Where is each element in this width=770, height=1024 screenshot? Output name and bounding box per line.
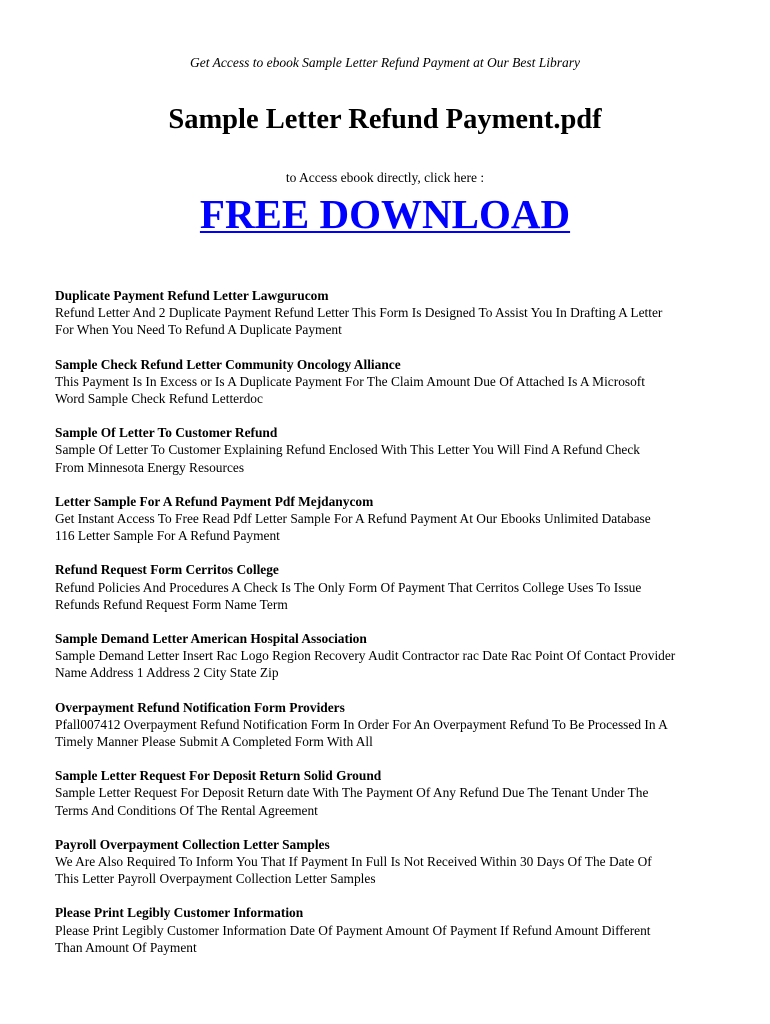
list-item — [55, 699, 735, 768]
list-item — [55, 356, 735, 425]
entry-description-line: This Payment Is In Excess or Is A Duplicate Payment For The Claim Amount Due Of Attached Is A Microsoft — [55, 373, 645, 389]
access-text: to Access ebook directly, click here : — [285, 170, 485, 185]
tagline: Get Access to ebook Sample Letter Refund Payment at Our Best Library — [189, 55, 581, 70]
list-item — [55, 561, 735, 630]
entry-description-line: We Are Also Required To Inform You That If Payment In Full Is Not Received Within 30 Days Of The Date Of — [55, 853, 652, 869]
entry-title: Please Print Legibly Customer Information — [55, 905, 304, 921]
list-item — [55, 287, 735, 356]
entry-title: Payroll Overpayment Collection Letter Samples — [55, 836, 330, 852]
list-item — [55, 904, 735, 973]
entry-description-line: Refunds Refund Request Form Name Term — [55, 596, 288, 612]
entry-title: Letter Sample For A Refund Payment Pdf Mejdanycom — [55, 493, 374, 509]
entry-title: Sample Demand Letter American Hospital Association — [55, 630, 367, 646]
list-item — [55, 836, 735, 905]
entry-description-line: For When You Need To Refund A Duplicate Payment — [55, 322, 342, 338]
entry-title: Sample Of Letter To Customer Refund — [55, 425, 278, 441]
entry-description-line: Please Print Legibly Customer Information Date Of Payment Amount Of Payment If Refund Amount Different — [55, 922, 651, 938]
entry-description-line: Timely Manner Please Submit A Completed Form With All — [55, 733, 373, 749]
entry-description-line: Pfall007412 Overpayment Refund Notification Form In Order For An Overpayment Refund To Be Processed In A — [55, 716, 668, 732]
page-title: Sample Letter Refund Payment.pdf — [168, 104, 602, 135]
entry-list — [55, 287, 735, 973]
entry-description-line: Sample Letter Request For Deposit Return date With The Payment Of Any Refund Due The Tenant Under The — [55, 785, 649, 801]
entry-description-line: 116 Letter Sample For A Refund Payment — [55, 528, 280, 544]
entry-description-line: Name Address 1 Address 2 City State Zip — [55, 665, 279, 681]
entry-description-line: Than Amount Of Payment — [55, 939, 197, 955]
entry-title: Duplicate Payment Refund Letter Lawgurucom — [55, 288, 329, 303]
download-link-container — [0, 190, 770, 238]
free-download-link[interactable]: FREE DOWNLOAD — [199, 191, 571, 237]
list-item — [55, 630, 735, 699]
entry-title: Sample Letter Request For Deposit Return Solid Ground — [55, 768, 382, 784]
entry-title: Overpayment Refund Notification Form Providers — [55, 699, 345, 715]
entry-description-line: Sample Demand Letter Insert Rac Logo Region Recovery Audit Contractor rac Date Rac Point Of Contact Provider — [55, 648, 676, 664]
list-item — [55, 493, 735, 562]
entry-description-line: Refund Policies And Procedures A Check Is The Only Form Of Payment That Cerritos College Uses To Issue — [55, 579, 642, 595]
entry-description-line: From Minnesota Energy Resources — [55, 459, 245, 475]
entry-description-line: Get Instant Access To Free Read Pdf Letter Sample For A Refund Payment At Our Ebooks Unlimited Database — [55, 510, 651, 526]
entry-description-line: Refund Letter And 2 Duplicate Payment Refund Letter This Form Is Designed To Assist You In Drafting A Letter — [55, 305, 663, 321]
entry-description-line: Terms And Conditions Of The Rental Agreement — [55, 802, 318, 818]
list-item — [55, 767, 735, 836]
list-item — [55, 424, 735, 493]
entry-description-line: Word Sample Check Refund Letterdoc — [55, 391, 263, 406]
entry-description-line: This Letter Payroll Overpayment Collection Letter Samples — [55, 871, 376, 887]
entry-description-line: Sample Of Letter To Customer Explaining Refund Enclosed With This Letter You Will Find A Refund Check — [55, 442, 641, 458]
entry-title: Sample Check Refund Letter Community Oncology Alliance — [55, 356, 401, 372]
entry-title: Refund Request Form Cerritos College — [55, 562, 279, 578]
